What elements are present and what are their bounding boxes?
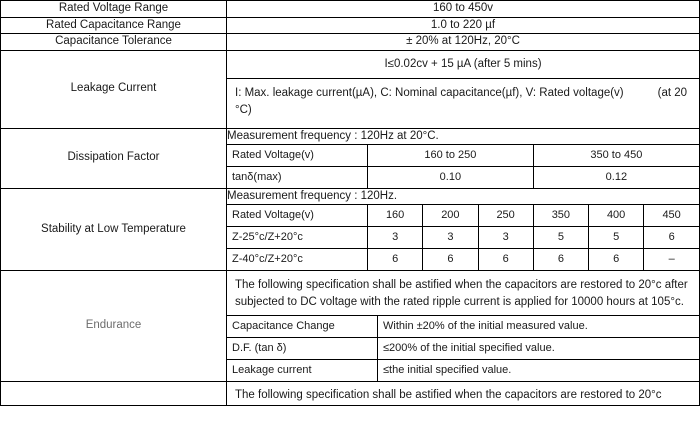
- stability-ratio1-value-2: 3: [423, 227, 478, 249]
- dissipation-header-rated-voltage: Rated Voltage(v): [227, 145, 368, 167]
- table-row: [227, 205, 699, 227]
- row-label-endurance: Endurance: [1, 270, 227, 381]
- stability-voltage-4: 350: [533, 205, 588, 227]
- stability-voltage-6: 450: [644, 205, 699, 227]
- stability-ratio2-value-1: 6: [368, 248, 423, 269]
- stability-ratio2-value-2: 6: [423, 248, 478, 269]
- dissipation-range-2: 350 to 450: [533, 145, 699, 167]
- table-row: [227, 316, 699, 338]
- leakage-note-text: I: Max. leakage current(µA), C: Nominal capacitance(µf), V: Rated voltage(v): [235, 87, 624, 100]
- stability-subtable: [227, 204, 699, 270]
- stability-ratio-label-2: Z-40°c/Z+20°c: [227, 248, 368, 269]
- row-value-capacitance-tolerance: ± 20% at 120Hz, 20°C: [227, 34, 700, 51]
- table-row: [1, 381, 700, 406]
- leakage-note: [227, 79, 699, 128]
- endurance-item-value-1: Within ±20% of the initial measured value.: [378, 316, 700, 338]
- row-value-rated-capacitance-range: 1.0 to 220 µf: [227, 17, 700, 34]
- row-label-leakage-current: Leakage Current: [1, 50, 227, 128]
- dissipation-measurement-note: Measurement frequency : 120Hz at 20°C.: [227, 129, 439, 142]
- dissipation-range-1: 160 to 250: [368, 145, 534, 167]
- table-row: [1, 270, 700, 381]
- table-row: [1, 1, 700, 18]
- leakage-formula: I≤0.02cv + 15 µA (after 5 mins): [227, 51, 699, 80]
- row-value-leakage-current: [227, 50, 700, 128]
- table-row: [1, 50, 700, 128]
- row-label-capacitance-tolerance: Capacitance Tolerance: [1, 34, 227, 51]
- dissipation-tand-value-2: 0.12: [533, 166, 699, 187]
- stability-ratio1-value-6: 6: [644, 227, 699, 249]
- endurance-subtable: [227, 315, 699, 381]
- row-label-dissipation-factor: Dissipation Factor: [1, 128, 227, 188]
- row-value-rated-voltage-range: 160 to 450v: [227, 1, 700, 18]
- stability-ratio1-value-5: 5: [589, 227, 644, 249]
- table-row: [227, 145, 699, 167]
- row-value-dissipation-factor: [227, 128, 700, 188]
- table-row: [1, 128, 700, 188]
- stability-ratio-label-1: Z-25°c/Z+20°c: [227, 227, 368, 249]
- stability-ratio2-value-4: 6: [533, 248, 588, 269]
- endurance-item-value-3: ≤the initial specified value.: [378, 360, 700, 381]
- stability-voltage-1: 160: [368, 205, 423, 227]
- endurance-item-key-1: Capacitance Change: [227, 316, 378, 338]
- stability-measurement-note: Measurement frequency : 120Hz.: [227, 189, 398, 202]
- row-label-rated-capacitance-range: Rated Capacitance Range: [1, 17, 227, 34]
- dissipation-tand-value-1: 0.10: [368, 166, 534, 187]
- stability-ratio1-value-1: 3: [368, 227, 423, 249]
- table-row: [227, 338, 699, 360]
- row-value-endurance: [227, 270, 700, 381]
- stability-header-rated-voltage: Rated Voltage(v): [227, 205, 368, 227]
- endurance-item-key-2: D.F. (tan δ): [227, 338, 378, 360]
- table-row: [227, 166, 699, 187]
- table-row: [1, 188, 700, 270]
- stability-ratio1-value-4: 5: [533, 227, 588, 249]
- table-row: [227, 227, 699, 249]
- table-row: [227, 248, 699, 269]
- endurance-item-key-3: Leakage current: [227, 360, 378, 381]
- table-row: [1, 34, 700, 51]
- stability-ratio2-value-3: 6: [478, 248, 533, 269]
- leakage-note-tail: (at 20 °C): [235, 87, 688, 117]
- dissipation-subtable: [227, 144, 699, 188]
- table-row: [1, 17, 700, 34]
- row-value-next-section: [227, 381, 700, 406]
- endurance-paragraph: The following specification shall be astified when the capacitors are restored to 20°c after subjected to DC voltage with the rated ripple current is applied for 10000 hours at 105°c.: [235, 278, 688, 309]
- endurance-item-value-2: ≤200% of the initial specified value.: [378, 338, 700, 360]
- stability-ratio1-value-3: 3: [478, 227, 533, 249]
- next-section-paragraph: The following specification shall be astified when the capacitors are restored to 20°c: [235, 388, 662, 401]
- dissipation-tand-label: tanδ(max): [227, 166, 368, 187]
- row-label-next-section: [1, 381, 227, 406]
- row-label-rated-voltage-range: Rated Voltage Range: [1, 1, 227, 18]
- stability-voltage-5: 400: [589, 205, 644, 227]
- row-label-stability-low-temperature: Stability at Low Temperature: [1, 188, 227, 270]
- stability-ratio2-value-5: 6: [589, 248, 644, 269]
- stability-ratio2-value-6: –: [644, 248, 699, 269]
- stability-voltage-3: 250: [478, 205, 533, 227]
- table-row: [227, 360, 699, 381]
- stability-voltage-2: 200: [423, 205, 478, 227]
- row-value-stability-low-temperature: [227, 188, 700, 270]
